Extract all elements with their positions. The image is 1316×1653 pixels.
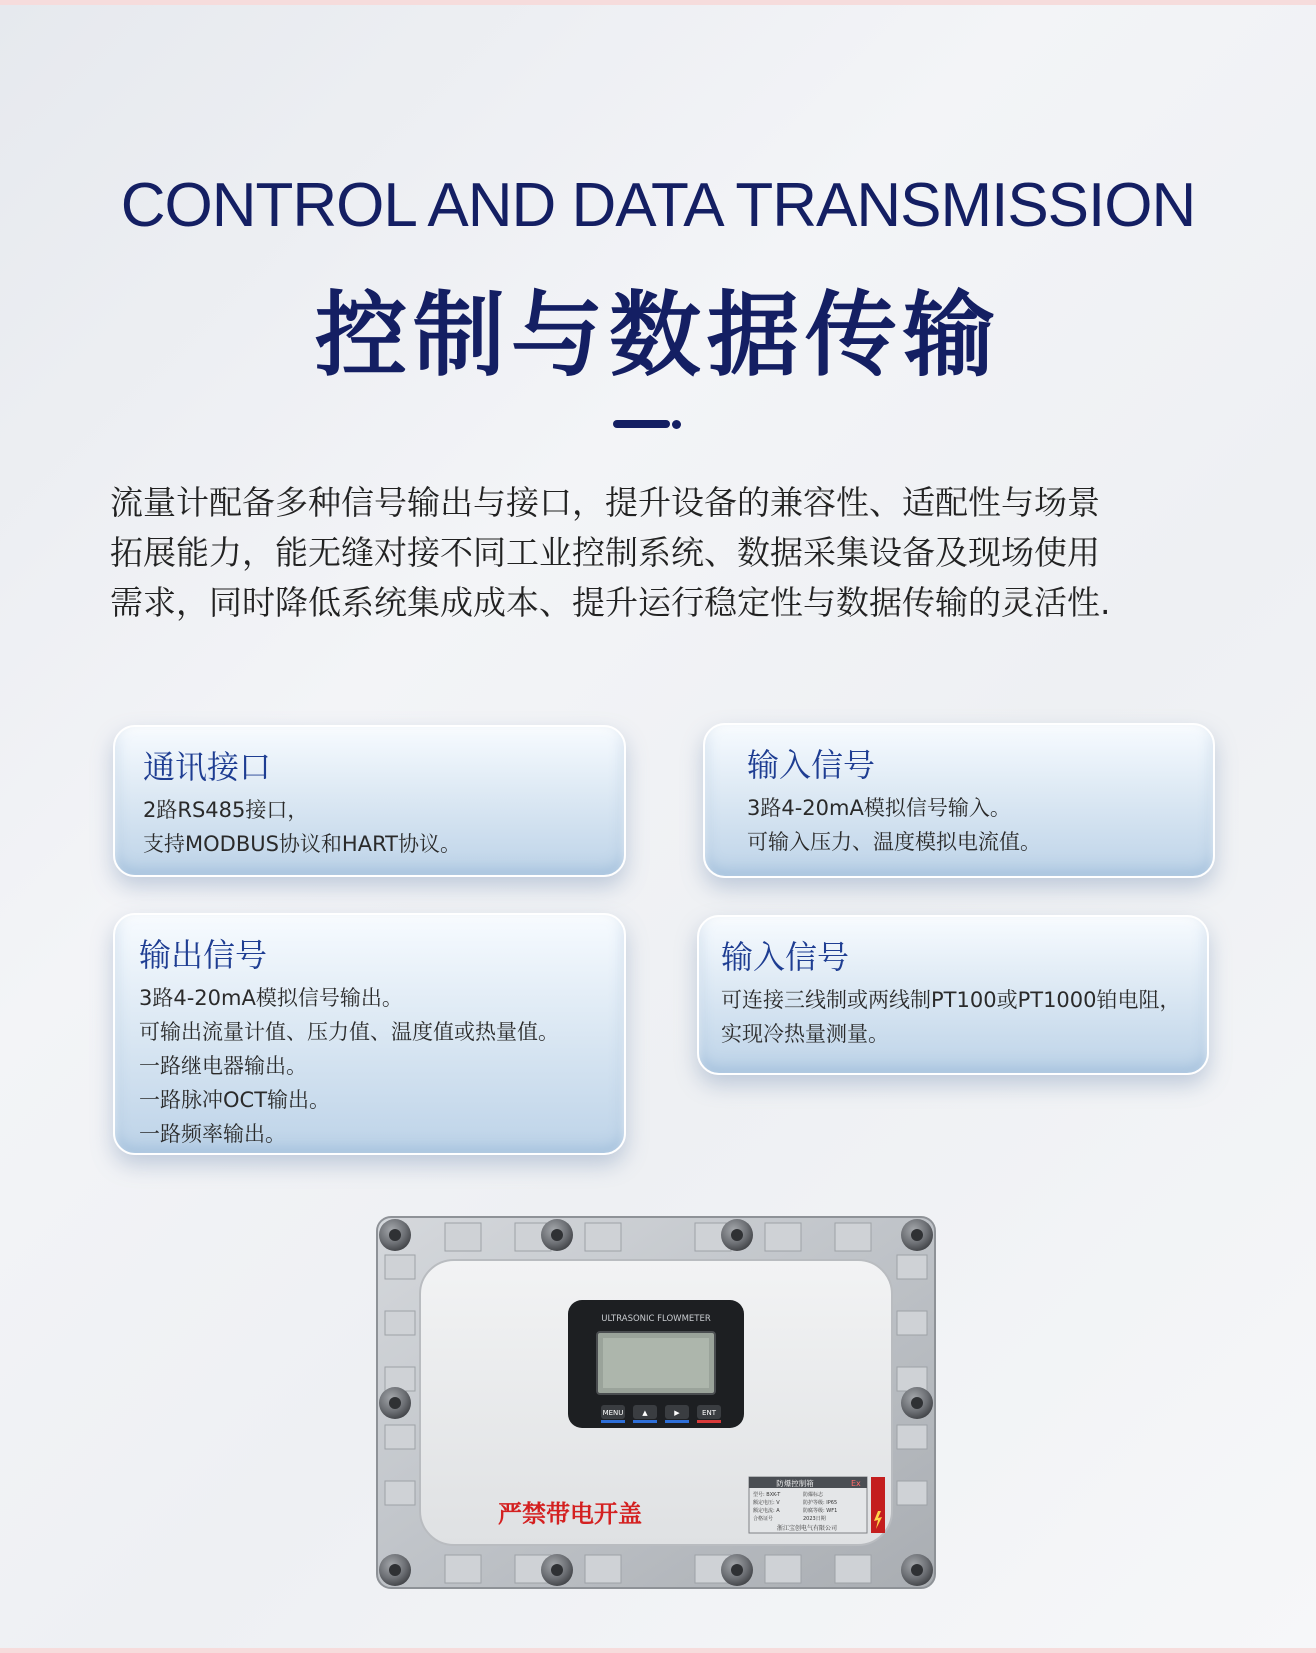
card-title: 输入信号: [747, 746, 876, 784]
control-box-illustration: [375, 1215, 937, 1590]
card-line: 2路RS485接口，: [143, 798, 309, 822]
intro-paragraph: [110, 478, 1220, 628]
nameplate-row: 额定电流: A: [753, 1508, 780, 1514]
display-label: ULTRASONIC FLOWMETER: [601, 1314, 711, 1324]
nameplate-row: 2023日期: [803, 1516, 826, 1522]
card-line: 可连接三线制或两线制PT100或PT1000铂电阻，: [721, 988, 1181, 1012]
nameplate-row: 型号: BXK-T: [753, 1492, 781, 1498]
heading-chinese: 控制与数据传输: [314, 282, 1001, 389]
nameplate-row: 额定电压: V: [753, 1500, 780, 1506]
card-line: 实现冷热量测量。: [721, 1022, 889, 1046]
explosion-proof-control-box: [375, 1215, 937, 1590]
up-key-label: ▲: [642, 1409, 648, 1417]
card-title: 输入信号: [721, 938, 850, 976]
heading-english: CONTROL AND DATA TRANSMISSION: [120, 171, 1196, 240]
nameplate-title: 防爆控制箱: [776, 1479, 814, 1488]
card-title: 输出信号: [139, 936, 268, 974]
card-line: 可输入压力、温度模拟电流值。: [747, 830, 1041, 854]
nameplate-company: 浙江宝创电气有限公司: [776, 1525, 838, 1532]
nameplate-row: 防爆标志: [803, 1492, 824, 1498]
ent-key-label: ENT: [702, 1409, 716, 1417]
card-output-signal: [113, 913, 626, 1155]
intro-line: 拓展能力，能无缝对接不同工业控制系统、数据采集设备及现场使用: [110, 533, 1100, 572]
card-line: 可输出流量计值、压力值、温度值或热量值。: [139, 1020, 559, 1044]
nameplate-row: 合格证号: [753, 1516, 774, 1522]
card-input-signal-analog: [703, 723, 1215, 878]
warning-text: 严禁带电开盖: [498, 1500, 642, 1528]
card-title: 通讯接口: [143, 748, 272, 786]
right-key-label: ▶: [674, 1409, 680, 1417]
bottom-accent-strip: [0, 1648, 1316, 1653]
top-accent-strip: [0, 0, 1316, 5]
menu-key-label: MENU: [602, 1409, 624, 1417]
nameplate-row: 防腐等级: WF1: [803, 1508, 838, 1514]
intro-line: 需求，同时降低系统集成成本、提升运行稳定性与数据传输的灵活性.: [110, 583, 1111, 622]
card-line: 3路4-20mA模拟信号输入。: [747, 796, 1011, 820]
card-line: 一路频率输出。: [139, 1122, 286, 1146]
title-divider-bar: [613, 420, 670, 428]
card-line: 一路继电器输出。: [139, 1054, 307, 1078]
card-line: 支持MODBUS协议和HART协议。: [143, 832, 461, 856]
title-divider-dot: [672, 420, 681, 429]
card-communication-interface: [113, 725, 626, 877]
card-input-signal-rtd: [697, 915, 1209, 1075]
card-line: 3路4-20mA模拟信号输出。: [139, 986, 403, 1010]
intro-line: 流量计配备多种信号输出与接口，提升设备的兼容性、适配性与场景: [110, 483, 1100, 522]
card-line: 一路脉冲OCT输出。: [139, 1088, 331, 1112]
ex-mark: Ex: [851, 1479, 861, 1488]
nameplate-row: 防护等级: IP65: [803, 1500, 838, 1506]
